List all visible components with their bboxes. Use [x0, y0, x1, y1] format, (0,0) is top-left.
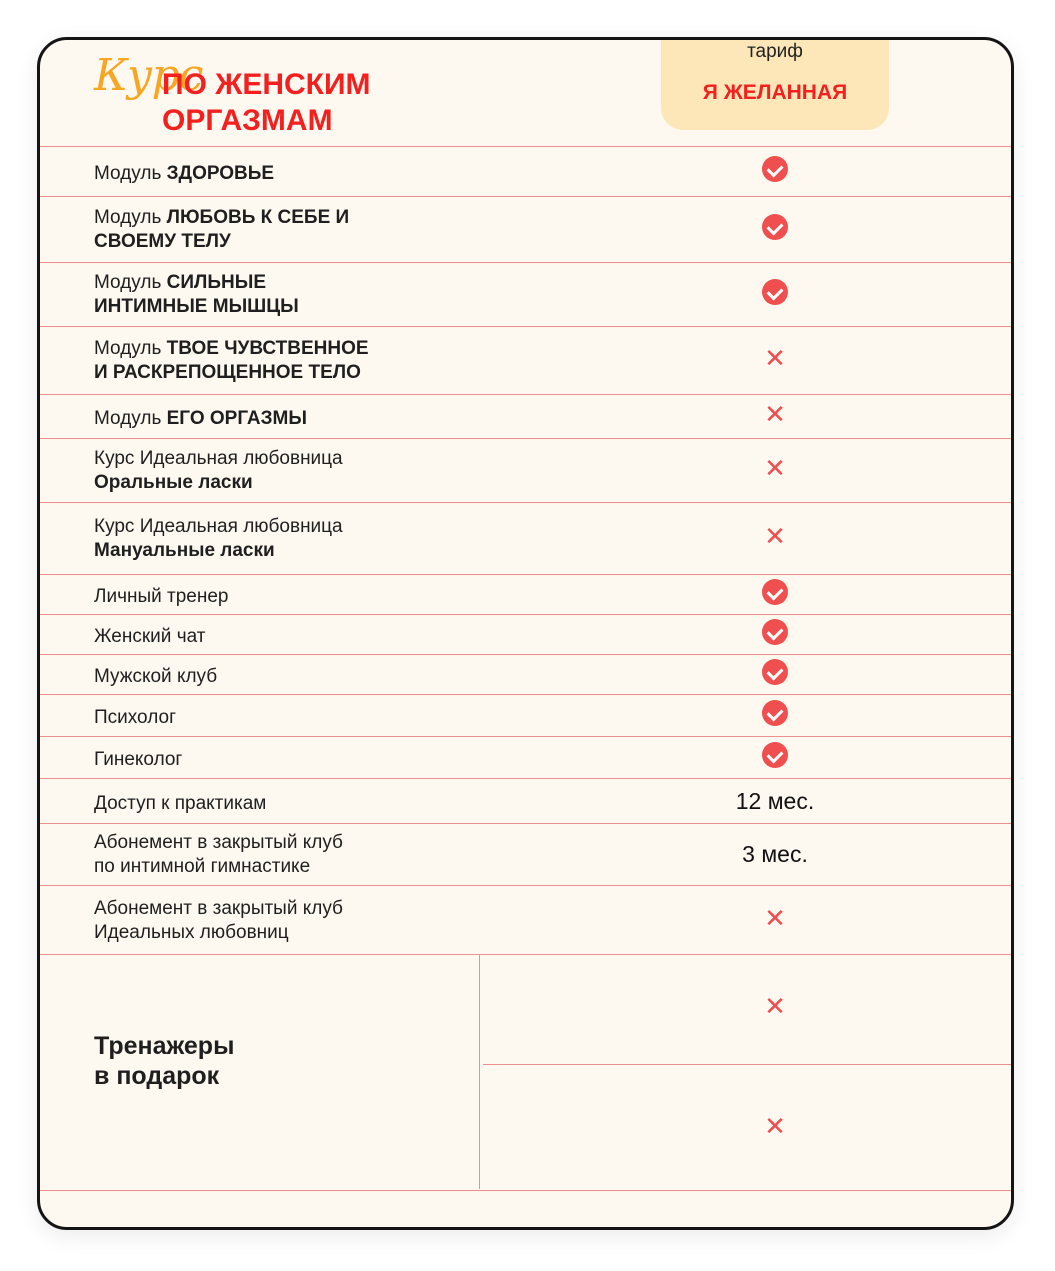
- row-status: [730, 279, 820, 310]
- row-label-text: Курс Идеальная любовница: [94, 448, 343, 469]
- row-label-bold: СВОЕМУ ТЕЛУ: [94, 231, 231, 252]
- table-row: [40, 502, 1011, 574]
- row-label-text: по интимной гимнастике: [94, 856, 311, 877]
- row-status: [730, 841, 820, 868]
- table-row: [40, 438, 1011, 502]
- check-icon: [762, 700, 788, 726]
- cross-icon: ✕: [764, 453, 786, 483]
- tariff-name: Я ЖЕЛАННАЯ: [702, 81, 848, 104]
- row-status: [730, 788, 820, 815]
- check-icon: [762, 619, 788, 645]
- cross-icon: ✕: [764, 902, 786, 933]
- pricing-card: [37, 37, 1014, 1230]
- row-label-text: Модуль: [94, 207, 167, 228]
- check-icon: [762, 279, 788, 305]
- row-label: [94, 271, 299, 319]
- cross-icon: ✕: [764, 343, 786, 373]
- row-status: [730, 401, 820, 428]
- title-script-word: Курс: [94, 50, 203, 101]
- row-label: [94, 515, 343, 563]
- row-label-bold: ИНТИМНЫЕ МЫШЦЫ: [94, 296, 299, 317]
- table-row: [40, 614, 1011, 654]
- gift-item-2-status: [730, 1113, 820, 1140]
- gift-row: [40, 954, 1011, 1190]
- table-row: [40, 654, 1011, 694]
- row-label-text: Модуль: [94, 163, 167, 184]
- row-status: [730, 742, 820, 773]
- page-title: [162, 67, 371, 139]
- row-label: [94, 897, 343, 945]
- check-icon: [762, 579, 788, 605]
- row-label-text: Гинеколог: [94, 749, 183, 770]
- row-status: [730, 902, 820, 933]
- row-label: [94, 748, 182, 772]
- table-row: [40, 196, 1011, 262]
- row-label-text: Модуль: [94, 408, 167, 429]
- row-label-text: Женский чат: [94, 626, 206, 647]
- tariff-label: тариф: [747, 41, 803, 62]
- row-label-text: Идеальных любовниц: [94, 921, 289, 943]
- row-label: [94, 337, 369, 385]
- title-line-1: ПО ЖЕНСКИМ: [162, 68, 371, 101]
- title-line-2: ОРГАЗМАМ: [162, 104, 333, 137]
- row-status: [730, 700, 820, 731]
- row-status: [730, 579, 820, 610]
- row-label: [94, 625, 205, 649]
- check-icon: [762, 156, 788, 182]
- row-value: 12 мес.: [735, 787, 815, 814]
- check-icon: [762, 742, 788, 768]
- table-row: [40, 394, 1011, 438]
- cross-icon: ✕: [764, 521, 786, 551]
- row-label: [94, 206, 349, 254]
- row-label-bold: СИЛЬНЫЕ: [166, 272, 266, 293]
- gift-title-line-1: Тренажеры: [94, 1032, 235, 1060]
- row-label-bold: Мануальные ласки: [94, 540, 275, 561]
- row-label-text: Модуль: [94, 338, 167, 359]
- row-status: [730, 345, 820, 372]
- row-label-bold: И РАСКРЕПОЩЕННОЕ ТЕЛО: [94, 362, 361, 383]
- row-label-bold: ЛЮБОВЬ К СЕБЕ И: [166, 207, 350, 228]
- row-label-bold: ТВОЕ ЧУВСТВЕННОЕ: [166, 338, 369, 359]
- table-row: [40, 262, 1011, 326]
- check-icon: [762, 214, 788, 240]
- row-label: [94, 792, 266, 816]
- row-label-text: Мужской клуб: [94, 666, 218, 687]
- row-label: [94, 665, 217, 689]
- row-status: [730, 659, 820, 690]
- row-label-text: Психолог: [94, 707, 177, 728]
- row-label: [94, 162, 274, 186]
- row-label-text: Абонемент в закрытый клуб: [94, 832, 343, 853]
- row-label: [94, 585, 228, 609]
- row-label: [94, 447, 343, 495]
- table-row: [40, 778, 1011, 823]
- row-status: [730, 619, 820, 650]
- gift-title-line-2: в подарок: [94, 1062, 220, 1090]
- row-status: [730, 156, 820, 187]
- table-row: [40, 823, 1011, 885]
- table-bottom-line: [40, 1190, 1011, 1191]
- row-label: [94, 407, 307, 431]
- gift-item-1-status: [730, 993, 820, 1020]
- row-label-text: Доступ к практикам: [94, 792, 267, 814]
- row-label-bold: ЕГО ОРГАЗМЫ: [166, 408, 307, 429]
- row-value: 3 мес.: [742, 841, 808, 867]
- row-label: [94, 831, 343, 879]
- table-row: [40, 694, 1011, 736]
- gift-title-cell: [40, 955, 480, 1189]
- row-label-bold: Оральные ласки: [94, 472, 253, 493]
- table-row: [40, 146, 1011, 196]
- gift-divider: [483, 1064, 1011, 1065]
- row-label-text: Абонемент в закрытый клуб: [94, 897, 343, 919]
- table-row: [40, 326, 1011, 394]
- row-label-text: Курс Идеальная любовница: [94, 516, 343, 537]
- row-status: [730, 455, 820, 482]
- table-row: [40, 736, 1011, 778]
- table-row: [40, 574, 1011, 614]
- row-label-bold: ЗДОРОВЬЕ: [166, 163, 275, 184]
- cross-icon: ✕: [764, 399, 786, 429]
- table-row: [40, 885, 1011, 954]
- check-icon: [762, 659, 788, 685]
- row-label: [94, 706, 176, 730]
- row-status: [730, 523, 820, 550]
- row-status: [730, 214, 820, 245]
- tariff-badge: [661, 37, 889, 130]
- row-label-text: Личный тренер: [94, 586, 229, 607]
- cross-icon: ✕: [764, 991, 786, 1021]
- gift-title: [94, 1031, 234, 1091]
- cross-icon: ✕: [764, 1111, 786, 1141]
- card-header: [40, 40, 1011, 146]
- row-label-text: Модуль: [94, 272, 167, 293]
